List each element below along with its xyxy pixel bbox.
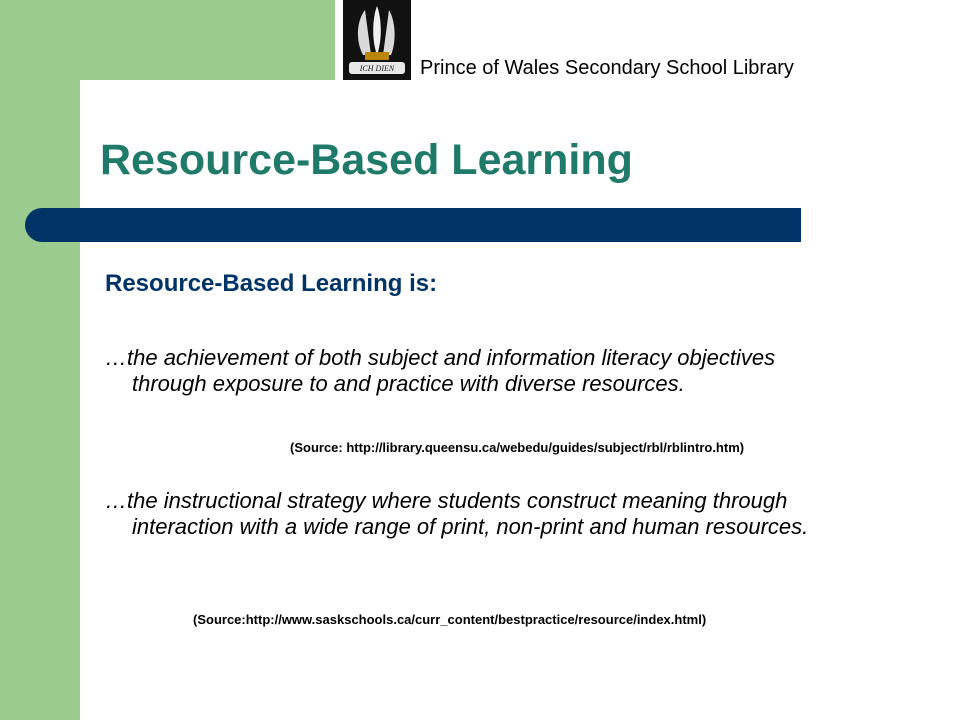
definition-source-1: (Source: http://library.queensu.ca/webedu/guides/subject/rbl/rblintro.htm) [290,440,745,455]
library-name: Prince of Wales Secondary School Library [420,57,794,79]
left-green-bar [0,0,80,720]
top-green-block [80,0,335,80]
definition-text-1: …the achievement of both subject and information literacy objectives through exposure to and practice with diverse resources. [105,345,776,397]
definition-text-2: …the instructional strategy where students construct meaning through interaction with a wide range of print, non-print and human resources. [105,488,809,540]
title-rule [55,208,801,242]
slide-subheading: Resource-Based Learning is: [105,270,438,297]
definition-source-2: (Source:http://www.saskschools.ca/curr_content/bestpractice/resource/index.html) [193,612,707,627]
prince-of-wales-feathers-icon [343,0,411,80]
school-crest-logo [343,0,411,80]
slide-title: Resource-Based Learning [100,136,633,184]
logo-motto: ICH DIEN [359,64,395,73]
